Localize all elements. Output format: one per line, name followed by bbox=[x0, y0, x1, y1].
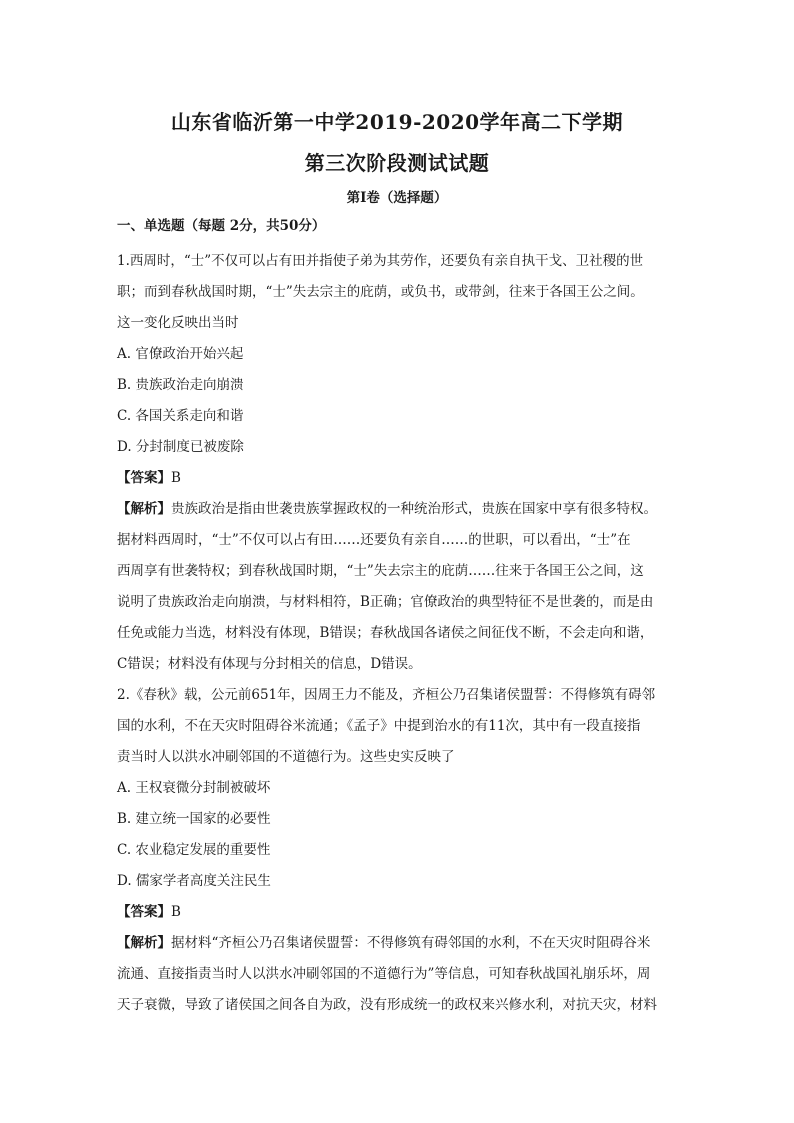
q2-option-b: B. 建立统一国家的必要性 bbox=[117, 811, 271, 827]
q1-option-d: D. 分封制度已被废除 bbox=[117, 439, 244, 455]
volume-subtitle: 第Ⅰ卷（选择题） bbox=[346, 190, 448, 206]
analysis-text: 贵族政治是指由世袭贵族掌握政权的一种统治形式，贵族在国家中享有很多特权。 bbox=[171, 501, 657, 517]
answer-label: 【答案】 bbox=[117, 904, 171, 920]
section-heading: 一、单选题（每题 2分，共50分） bbox=[117, 218, 326, 234]
q1-analysis-line bbox=[117, 499, 677, 519]
q2-answer bbox=[117, 902, 677, 922]
q2-analysis-line: 天子衰微，导致了诸侯国之间各自为政，没有形成统一的政权来兴修水利，对抗天灾，材料 bbox=[117, 997, 657, 1013]
q2-stem-line: 2.《春秋》载，公元前651年，因周王力不能及，齐桓公乃召集诸侯盟誓：不得修筑有碍邻 bbox=[117, 687, 656, 703]
q1-option-b: B. 贵族政治走向崩溃 bbox=[117, 377, 244, 393]
analysis-label: 【解析】 bbox=[117, 935, 171, 951]
answer-label: 【答案】 bbox=[117, 470, 171, 486]
q1-stem-line: 1.西周时，“士”不仅可以占有田并指使子弟为其劳作，还要负有亲自执干戈、卫社稷的世 bbox=[117, 253, 644, 269]
answer-value: B bbox=[171, 470, 181, 486]
q2-option-d: D. 儒家学者高度关注民生 bbox=[117, 873, 271, 889]
q2-option-c: C. 农业稳定发展的重要性 bbox=[117, 842, 271, 858]
q2-stem-line: 责当时人以洪水冲刷邻国的不道德行为。这些史实反映了 bbox=[117, 749, 455, 765]
q1-stem-line: 职；而到春秋战国时期，“士”失去宗主的庇荫，或负书，或带剑，往来于各国王公之间。 bbox=[117, 284, 644, 300]
q1-analysis-line: C错误；材料没有体现与分封相关的信息，D错误。 bbox=[117, 656, 422, 672]
document-title: 山东省临沂第一中学2019-2020学年高二下学期 bbox=[170, 110, 624, 134]
q1-stem-line: 这一变化反映出当时 bbox=[117, 315, 239, 331]
q2-stem-line: 国的水利，不在天灾时阻碍谷米流通；《孟子》中提到治水的有11次，其中有一段直接指 bbox=[117, 718, 641, 734]
q1-analysis-line: 据材料西周时，“士”不仅可以占有田……还要负有亲自……的世职，可以看出，“士”在 bbox=[117, 532, 631, 548]
analysis-text: 据材料“齐桓公乃召集诸侯盟誓：不得修筑有碍邻国的水利，不在天灾时阻碍谷米 bbox=[171, 935, 651, 951]
q2-analysis-line: 流通、直接指责当时人以洪水冲刷邻国的不道德行为”等信息，可知春秋战国礼崩乐坏，周 bbox=[117, 966, 651, 982]
q2-option-a: A. 王权衰微分封制被破坏 bbox=[117, 780, 271, 796]
answer-value: B bbox=[171, 904, 181, 920]
q1-analysis-line: 任免或能力当选，材料没有体现，B错误；春秋战国各诸侯之间征伐不断，不会走向和谐， bbox=[117, 625, 654, 641]
q1-analysis-line: 说明了贵族政治走向崩溃，与材料相符，B正确；官僚政治的典型特征不是世袭的，而是由 bbox=[117, 594, 654, 610]
q1-answer bbox=[117, 468, 677, 488]
q1-option-a: A. 官僚政治开始兴起 bbox=[117, 346, 244, 362]
q1-analysis-line: 西周享有世袭特权；到春秋战国时期，“士”失去宗主的庇荫……往来于各国王公之间，这 bbox=[117, 563, 644, 579]
document-title-line-2: 第三次阶段测试试题 bbox=[304, 151, 490, 175]
analysis-label: 【解析】 bbox=[117, 501, 171, 517]
q2-analysis-line bbox=[117, 933, 677, 953]
q1-option-c: C. 各国关系走向和谐 bbox=[117, 408, 244, 424]
